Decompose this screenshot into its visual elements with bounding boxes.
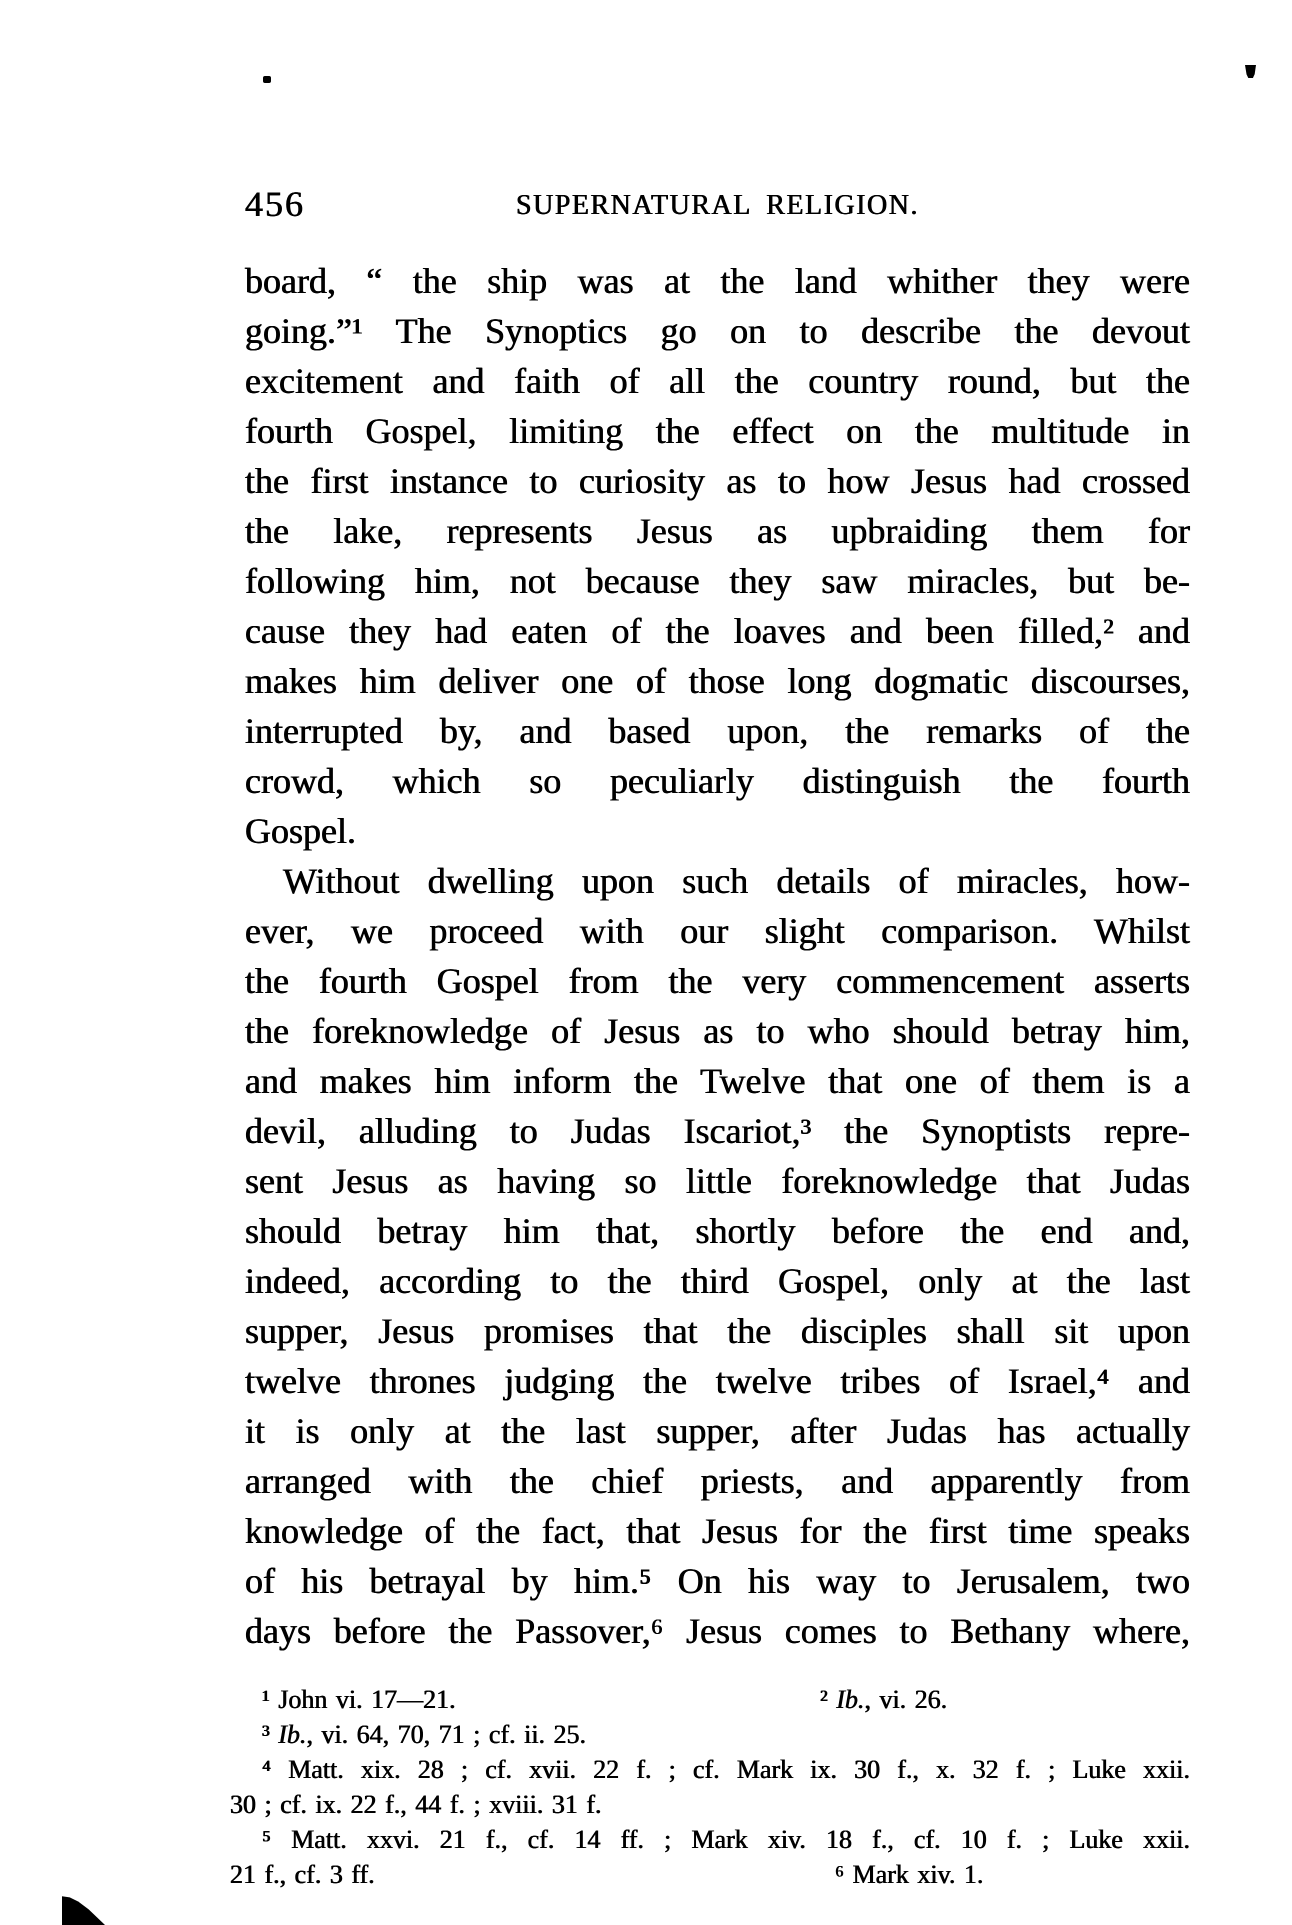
- scan-mark-top-right: [1245, 65, 1256, 78]
- footnote-row-6: [230, 1857, 1190, 1892]
- text-line: crowd, which so peculiarly distinguish the fourth: [245, 761, 1190, 801]
- text-line: the lake, represents Jesus as upbraiding them for: [245, 511, 1190, 551]
- text-line: the fourth Gospel from the very commencement asserts: [245, 961, 1190, 1001]
- text-line: twelve thrones judging the twelve tribes of Israel,⁴ and: [245, 1361, 1190, 1401]
- text-line: supper, Jesus promises that the disciples shall sit upon: [245, 1311, 1190, 1351]
- footnote-3: [230, 1720, 586, 1749]
- text-line: fourth Gospel, limiting the effect on the multitude in: [245, 411, 1190, 451]
- page-number: 456: [245, 184, 305, 224]
- footnotes: [230, 1682, 1190, 1892]
- text-line: it is only at the last supper, after Judas has actually: [245, 1411, 1190, 1451]
- footnote-4-line-2: 30 ; cf. ix. 22 f., 44 f. ; xviii. 31 f.: [230, 1790, 602, 1819]
- body-text: [245, 256, 1190, 1656]
- footnote-2: [820, 1682, 947, 1717]
- page-header: [245, 186, 1190, 226]
- text-line: cause they had eaten of the loaves and been filled,² and: [245, 611, 1190, 651]
- footnote-3-marker: ³: [262, 1720, 279, 1749]
- footnote-3-ibid: Ib.: [278, 1720, 307, 1749]
- text-line: going.”¹ The Synoptics go on to describe the devout: [245, 311, 1190, 351]
- footnote-4-line-1: ⁴ Matt. xix. 28 ; cf. xvii. 22 f. ; cf. Mark ix. 30 f., x. 32 f. ; Luke xxii.: [262, 1755, 1190, 1784]
- footnote-6: ⁶ Mark xiv. 1.: [835, 1860, 984, 1889]
- footnote-2-marker: ²: [820, 1685, 837, 1714]
- text-line: ever, we proceed with our slight comparison. Whilst: [245, 911, 1190, 951]
- text-line: Without dwelling upon such details of miracles, how-: [283, 861, 1190, 901]
- paragraph-1: [245, 256, 1190, 856]
- footnote-5-line-1: ⁵ Matt. xxvi. 21 f., cf. 14 ff. ; Mark xiv. 18 f., cf. 10 f. ; Luke xxii.: [262, 1825, 1190, 1854]
- text-line: makes him deliver one of those long dogmatic discourses,: [245, 661, 1190, 701]
- footnote-3-ref: , vi. 64, 70, 71 ; cf. ii. 25.: [306, 1720, 587, 1749]
- text-line: arranged with the chief priests, and apparently from: [245, 1461, 1190, 1501]
- footnote-row-1: [230, 1682, 1190, 1717]
- footnote-2-ref: , vi. 26.: [864, 1685, 948, 1714]
- paragraph-2: [245, 856, 1190, 1656]
- running-title: SUPERNATURAL RELIGION.: [516, 190, 919, 221]
- text-line: indeed, according to the third Gospel, only at the last: [245, 1261, 1190, 1301]
- text-line: board, “ the ship was at the land whither they were: [245, 261, 1190, 301]
- text-line: the first instance to curiosity as to how Jesus had crossed: [245, 461, 1190, 501]
- footnote-row-2: [230, 1717, 1190, 1752]
- footnote-1: ¹ John vi. 17—21.: [262, 1685, 456, 1714]
- text-line: knowledge of the fact, that Jesus for the first time speaks: [245, 1511, 1190, 1551]
- text-line: of his betrayal by him.⁵ On his way to Jerusalem, two: [245, 1561, 1190, 1601]
- text-line: days before the Passover,⁶ Jesus comes to Bethany where,: [245, 1611, 1190, 1651]
- text-line: and makes him inform the Twelve that one of them is a: [245, 1061, 1190, 1101]
- footnote-2-ibid: Ib.: [836, 1685, 865, 1714]
- text-line: devil, alluding to Judas Iscariot,³ the Synoptists repre-: [245, 1111, 1190, 1151]
- text-line: sent Jesus as having so little foreknowledge that Judas: [245, 1161, 1190, 1201]
- scan-blotch-bottom-left: [62, 1895, 105, 1925]
- scan-speck-top-left: [263, 76, 271, 83]
- text-line: interrupted by, and based upon, the remarks of the: [245, 711, 1190, 751]
- text-line: should betray him that, shortly before the end and,: [245, 1211, 1190, 1251]
- text-line: Gospel.: [245, 811, 356, 851]
- text-line: the foreknowledge of Jesus as to who should betray him,: [245, 1011, 1190, 1051]
- text-line: following him, not because they saw miracles, but be-: [245, 561, 1190, 601]
- text-line: excitement and faith of all the country round, but the: [245, 361, 1190, 401]
- footnote-5-line-2: 21 f., cf. 3 ff.: [230, 1860, 375, 1889]
